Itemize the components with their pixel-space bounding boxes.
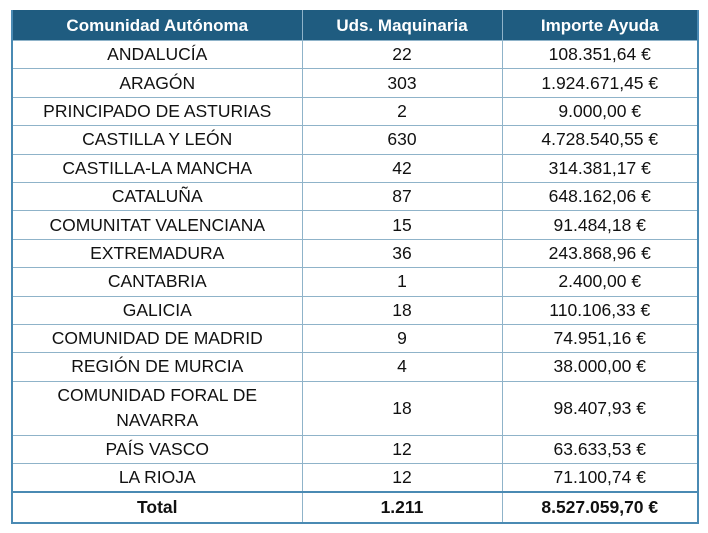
header-amount: Importe Ayuda bbox=[502, 11, 698, 41]
region-cell bbox=[12, 464, 302, 493]
region-cell bbox=[12, 69, 302, 97]
region-name: COMUNIDAD DE MADRID bbox=[51, 328, 263, 349]
amount-cell: 38.000,00 € bbox=[502, 353, 698, 381]
table-row bbox=[12, 182, 698, 210]
units-cell: 9 bbox=[302, 324, 502, 352]
region-name: ANDALUCÍA bbox=[107, 44, 208, 65]
amount-cell: 71.100,74 € bbox=[502, 464, 698, 493]
region-name: ARAGÓN bbox=[119, 72, 196, 93]
table-row bbox=[12, 324, 698, 352]
header-units: Uds. Maquinaria bbox=[302, 11, 502, 41]
header-row bbox=[12, 11, 698, 41]
units-cell: 42 bbox=[302, 154, 502, 182]
units-cell: 36 bbox=[302, 239, 502, 267]
table-row bbox=[12, 435, 698, 463]
units-cell: 22 bbox=[302, 41, 502, 69]
region-name: COMUNITAT VALENCIANA bbox=[49, 214, 266, 235]
amount-cell: 91.484,18 € bbox=[502, 211, 698, 239]
region-name: REGIÓN DE MURCIA bbox=[71, 356, 244, 377]
region-cell bbox=[12, 154, 302, 182]
units-cell: 12 bbox=[302, 464, 502, 493]
amount-cell: 110.106,33 € bbox=[502, 296, 698, 324]
amount-cell: 2.400,00 € bbox=[502, 268, 698, 296]
total-row bbox=[12, 492, 698, 523]
aid-by-region-table bbox=[11, 10, 699, 524]
units-cell: 2 bbox=[302, 97, 502, 125]
units-cell: 303 bbox=[302, 69, 502, 97]
region-name: COMUNIDAD FORAL DE NAVARRA bbox=[57, 385, 258, 431]
amount-cell: 314.381,17 € bbox=[502, 154, 698, 182]
table-row bbox=[12, 41, 698, 69]
table-row bbox=[12, 296, 698, 324]
header-region: Comunidad Autónoma bbox=[12, 11, 302, 41]
amount-cell: 98.407,93 € bbox=[502, 381, 698, 435]
region-cell bbox=[12, 353, 302, 381]
region-name: EXTREMADURA bbox=[90, 242, 225, 263]
table-row bbox=[12, 239, 698, 267]
units-cell: 15 bbox=[302, 211, 502, 239]
amount-cell: 108.351,64 € bbox=[502, 41, 698, 69]
region-cell bbox=[12, 97, 302, 125]
amount-cell: 1.924.671,45 € bbox=[502, 69, 698, 97]
table-row bbox=[12, 464, 698, 493]
total-label: Total bbox=[12, 492, 302, 523]
region-cell bbox=[12, 182, 302, 210]
region-name: CANTABRIA bbox=[107, 271, 207, 292]
region-name: GALICIA bbox=[122, 299, 192, 320]
region-name: CASTILLA Y LEÓN bbox=[82, 129, 233, 150]
region-name: PAÍS VASCO bbox=[105, 438, 209, 459]
region-name: PRINCIPADO DE ASTURIAS bbox=[43, 100, 272, 121]
units-cell: 18 bbox=[302, 381, 502, 435]
units-cell: 630 bbox=[302, 126, 502, 154]
region-cell bbox=[12, 296, 302, 324]
units-cell: 87 bbox=[302, 182, 502, 210]
region-cell bbox=[12, 126, 302, 154]
units-cell: 4 bbox=[302, 353, 502, 381]
amount-cell: 243.868,96 € bbox=[502, 239, 698, 267]
table-header bbox=[12, 11, 698, 41]
region-cell bbox=[12, 268, 302, 296]
region-cell bbox=[12, 239, 302, 267]
amount-cell: 648.162,06 € bbox=[502, 182, 698, 210]
units-cell: 12 bbox=[302, 435, 502, 463]
table-row bbox=[12, 211, 698, 239]
table-row bbox=[12, 381, 698, 435]
region-cell bbox=[12, 381, 302, 435]
amount-cell: 63.633,53 € bbox=[502, 435, 698, 463]
region-name: CATALUÑA bbox=[111, 186, 203, 207]
units-cell: 18 bbox=[302, 296, 502, 324]
amount-cell: 74.951,16 € bbox=[502, 324, 698, 352]
region-cell bbox=[12, 435, 302, 463]
total-units: 1.211 bbox=[302, 492, 502, 523]
table-row bbox=[12, 353, 698, 381]
table-row bbox=[12, 97, 698, 125]
region-cell bbox=[12, 324, 302, 352]
amount-cell: 9.000,00 € bbox=[502, 97, 698, 125]
total-amount: 8.527.059,70 € bbox=[502, 492, 698, 523]
region-name: CASTILLA-LA MANCHA bbox=[62, 157, 253, 178]
region-name: LA RIOJA bbox=[118, 467, 196, 488]
region-cell bbox=[12, 211, 302, 239]
table-row bbox=[12, 69, 698, 97]
table-row bbox=[12, 154, 698, 182]
amount-cell: 4.728.540,55 € bbox=[502, 126, 698, 154]
table-row bbox=[12, 268, 698, 296]
table-body bbox=[12, 41, 698, 524]
region-cell bbox=[12, 41, 302, 69]
units-cell: 1 bbox=[302, 268, 502, 296]
table-row bbox=[12, 126, 698, 154]
